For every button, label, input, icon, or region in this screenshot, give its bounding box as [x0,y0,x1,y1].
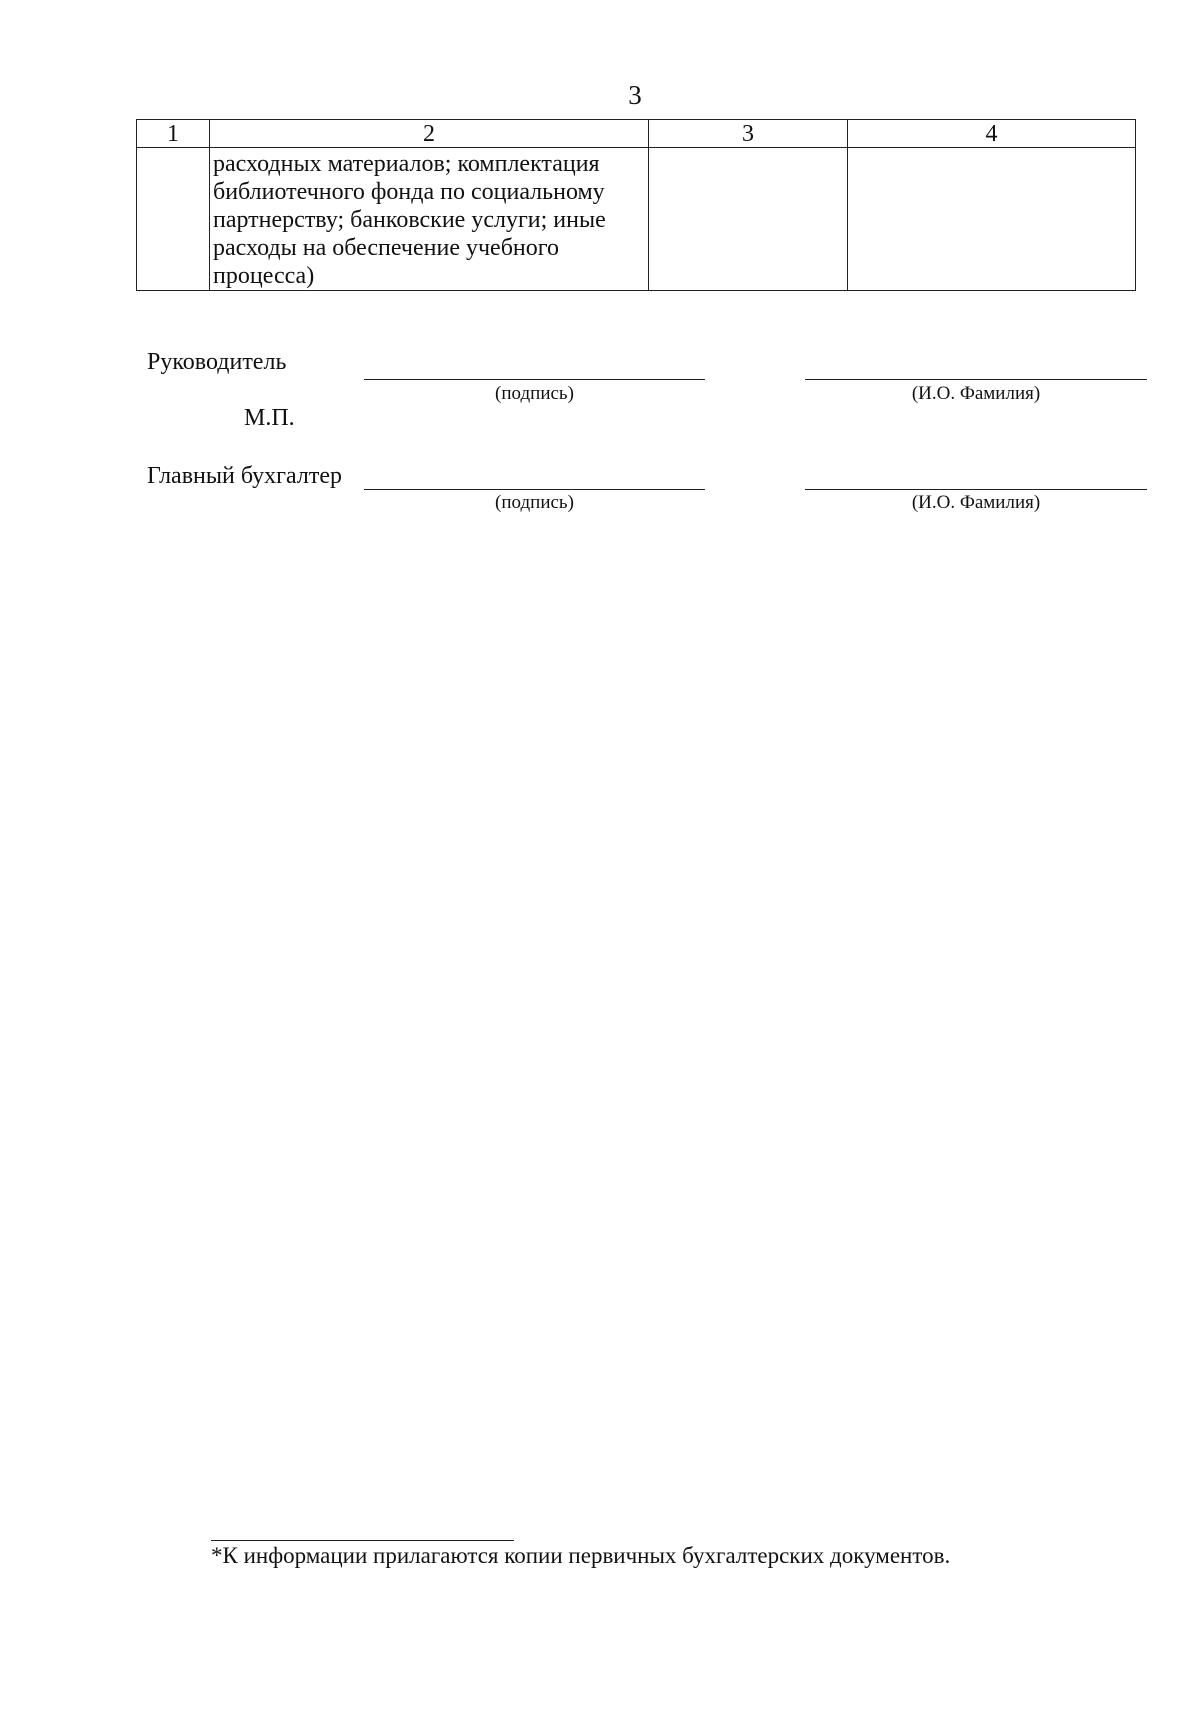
chief-accountant-signature-caption: (подпись) [495,492,574,513]
director-role-label: Руководитель [147,349,287,375]
table-cell-number [137,148,210,291]
table-cell-column-4 [848,148,1136,291]
column-header-3: 3 [649,120,848,148]
table-row [137,148,1136,291]
stamp-placeholder-label: М.П. [244,405,295,431]
footnote-text: *К информации прилагаются копии первичных бухгалтерских документов. [211,1543,951,1568]
chief-accountant-name-caption: (И.О. Фамилия) [911,492,1041,513]
column-header-1: 1 [137,120,210,148]
director-signature-caption: (подпись) [495,383,574,404]
table-cell-description: расходных материалов; комплектация библиотечного фонда по социальному партнерству; банковские услуги; иные расходы на обеспечение учебного процесса) [210,148,649,291]
table-header-row [137,120,1136,148]
director-name-line [805,379,1147,380]
page-number: 3 [628,80,642,110]
continuation-table [136,119,1136,291]
chief-accountant-role-label: Главный бухгалтер [147,463,342,489]
column-header-4: 4 [848,120,1136,148]
director-name-caption: (И.О. Фамилия) [911,383,1041,404]
footnote-separator [211,1540,514,1541]
director-signature-line [364,379,705,380]
chief-accountant-signature-line [364,489,705,490]
chief-accountant-name-line [805,489,1147,490]
table-cell-column-3 [649,148,848,291]
column-header-2: 2 [210,120,649,148]
